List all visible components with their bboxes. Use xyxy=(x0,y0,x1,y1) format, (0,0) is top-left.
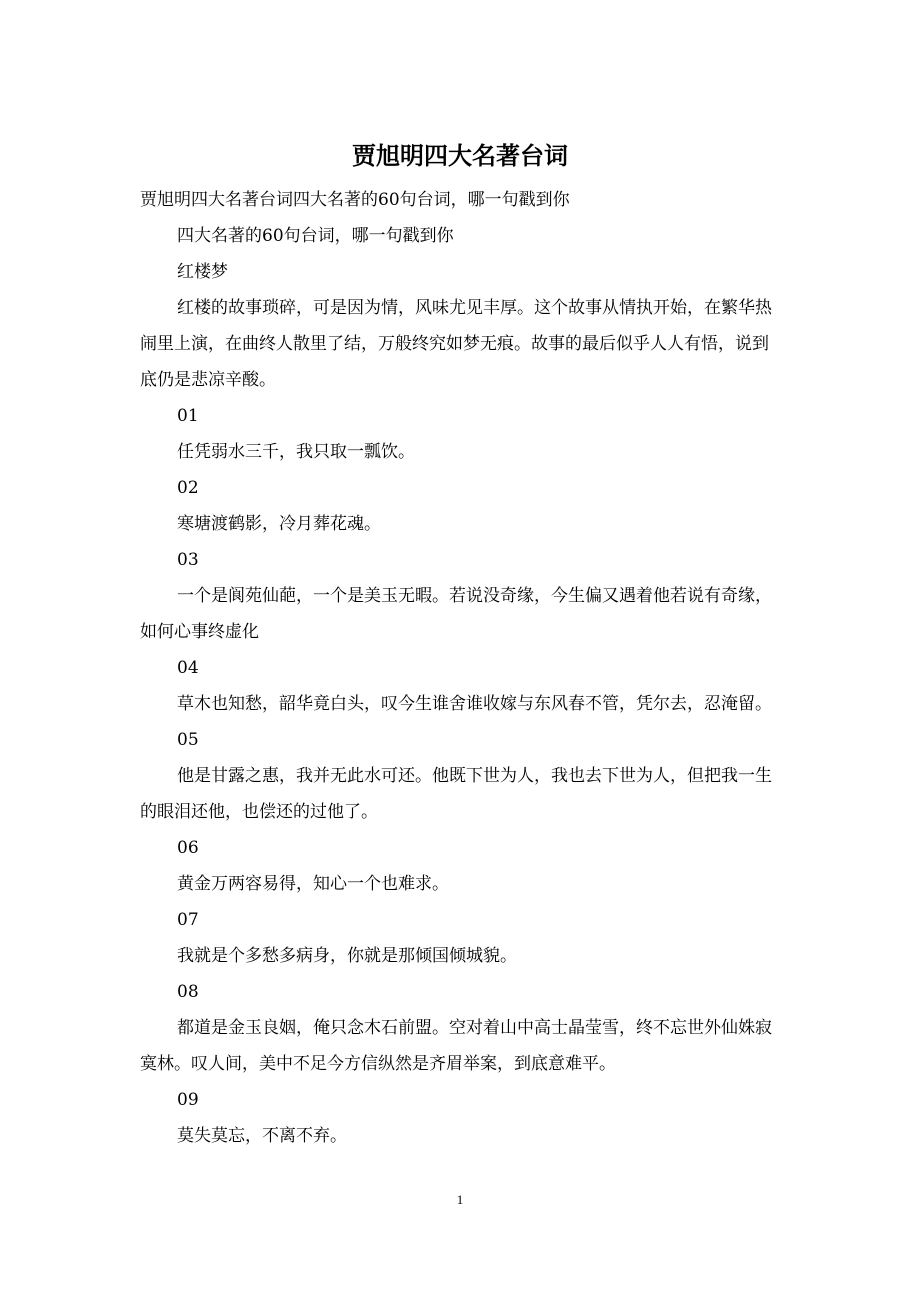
quote-text: 寒塘渡鹤影，冷月葬花魂。 xyxy=(177,514,381,534)
quote-text: 我就是个多愁多病身，你就是那倾国倾城貌。 xyxy=(177,946,517,966)
quote-text: 任凭弱水三千，我只取一瓢饮。 xyxy=(177,442,415,462)
quote-number: 04 xyxy=(177,658,199,678)
quote-text: 他是甘露之惠，我并无此水可还。他既下世为人，我也去下世为人，但把我一生的眼泪还他，也偿还的过他了。 xyxy=(140,766,772,822)
quote-number: 09 xyxy=(177,1090,199,1110)
quote-text: 黄金万两容易得，知心一个也难求。 xyxy=(177,874,449,894)
quote-number: 01 xyxy=(177,406,199,426)
section-heading: 红楼梦 xyxy=(177,262,228,282)
quote-text: 都道是金玉良姻，俺只念木石前盟。空对着山中高士晶莹雪，终不忘世外仙姝寂寞林。叹人间，美中不足今方信纵然是齐眉举案，到底意难平。 xyxy=(140,1018,772,1074)
quote-text: 莫失莫忘，不离不弃。 xyxy=(177,1126,347,1146)
intro-line: 贾旭明四大名著台词四大名著的60句台词，哪一句戳到你 xyxy=(140,190,570,210)
quote-number: 07 xyxy=(177,910,199,930)
subtitle-line: 四大名著的60句台词，哪一句戳到你 xyxy=(177,226,454,246)
document-title: 贾旭明四大名著台词 xyxy=(352,141,568,170)
quote-number: 08 xyxy=(177,982,199,1002)
quote-number: 05 xyxy=(177,730,199,750)
quote-number: 02 xyxy=(177,478,199,498)
quote-text: 一个是阆苑仙葩，一个是美玉无暇。若说没奇缘，今生偏又遇着他若说有奇缘，如何心事终虚化 xyxy=(140,586,772,642)
section-intro-paragraph: 红楼的故事琐碎，可是因为情，风味尤见丰厚。这个故事从情执开始，在繁华热闹里上演，在曲终人散里了结，万般终究如梦无痕。故事的最后似乎人人有悟，说到底仍是悲凉辛酸。 xyxy=(140,298,772,390)
page-number: 1 xyxy=(456,1192,464,1207)
quote-number: 03 xyxy=(177,550,199,570)
quote-number: 06 xyxy=(177,838,199,858)
document-body xyxy=(140,182,782,1154)
quote-text: 草木也知愁，韶华竟白头，叹今生谁舍谁收嫁与东风春不管，凭尔去，忍淹留。 xyxy=(177,694,772,714)
